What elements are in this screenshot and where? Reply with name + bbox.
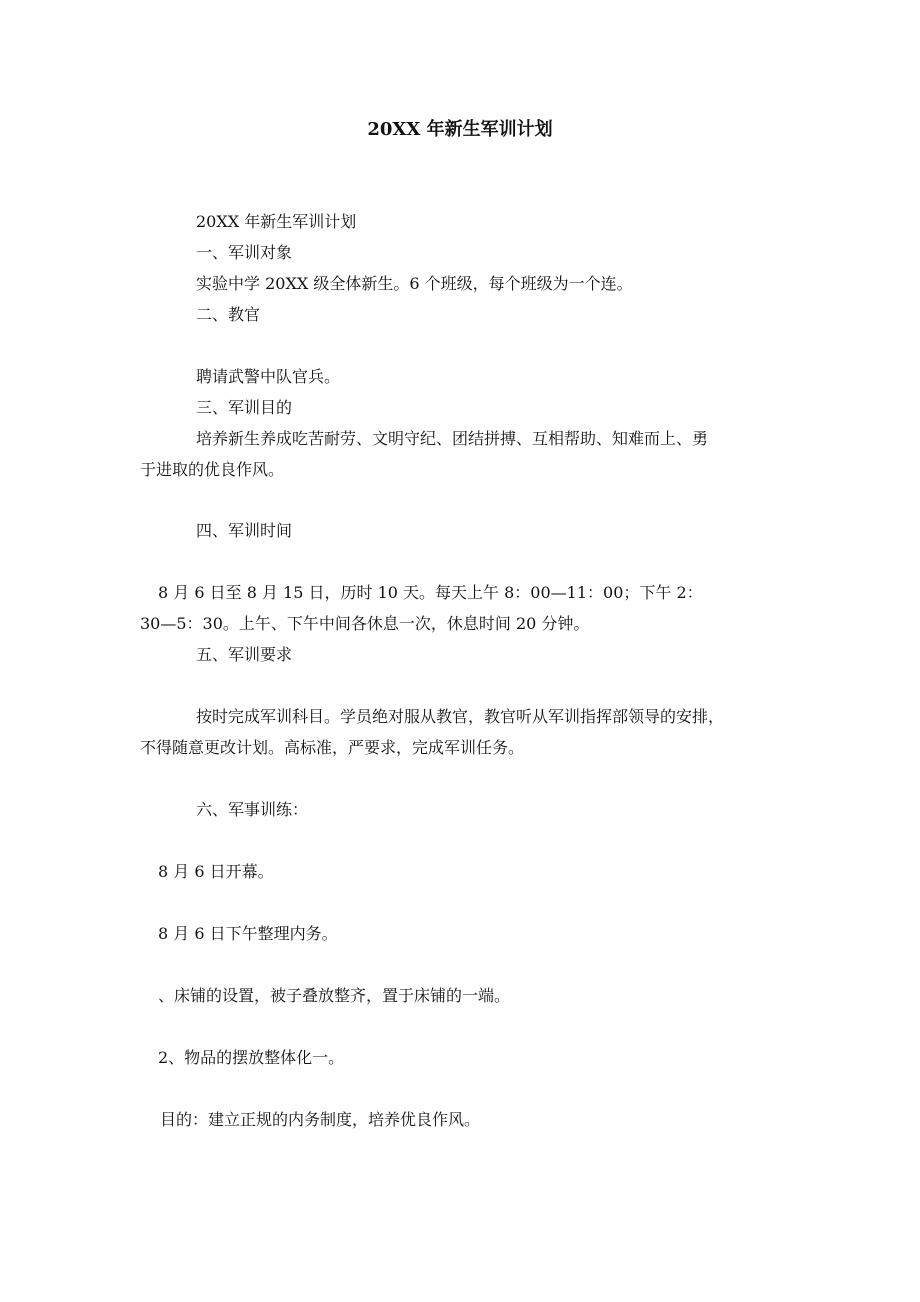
- paragraph-line: 不得随意更改计划。高标准，严要求，完成军训任务。: [140, 738, 525, 757]
- paragraph-line: 培养新生养成吃苦耐劳、文明守纪、团结拼搏、互相帮助、知难而上、勇: [196, 429, 709, 448]
- section-heading-6: 六、军事训练：: [196, 800, 309, 819]
- section-heading-3: 三、军训目的: [196, 398, 293, 417]
- section-heading-5: 五、军训要求: [196, 645, 293, 664]
- paragraph-line: 聘请武警中队官兵。: [196, 367, 341, 386]
- paragraph-line: 按时完成军训科目。学员绝对服从教官，教官听从军训指挥部领导的安排，: [196, 707, 725, 726]
- paragraph-line: 30—5：30。上午、下午中间各休息一次，休息时间 20 分钟。: [140, 614, 590, 633]
- paragraph-line: 8 月 6 日开幕。: [158, 862, 274, 881]
- document-title: 20XX 年新生军训计划: [367, 119, 553, 140]
- paragraph-line: 8 月 6 日下午整理内务。: [158, 924, 338, 943]
- section-heading-4: 四、军训时间: [196, 521, 293, 540]
- paragraph-line: 于进取的优良作风。: [140, 460, 285, 479]
- subtitle-line: 20XX 年新生军训计划: [196, 212, 357, 231]
- paragraph-line: 2、物品的摆放整体化一。: [158, 1048, 345, 1067]
- section-heading-2: 二、教官: [196, 305, 261, 324]
- paragraph-line: 、床铺的设置，被子叠放整齐，置于床铺的一端。: [158, 986, 511, 1005]
- paragraph-line: 8 月 6 日至 8 月 15 日，历时 10 天。每天上午 8：00—11：00；下午 2：: [158, 583, 703, 602]
- section-heading-1: 一、军训对象: [196, 243, 293, 262]
- paragraph-line: 目的：建立正规的内务制度，培养优良作风。: [160, 1110, 481, 1129]
- paragraph-line: 实验中学 20XX 级全体新生。6 个班级，每个班级为一个连。: [196, 274, 633, 293]
